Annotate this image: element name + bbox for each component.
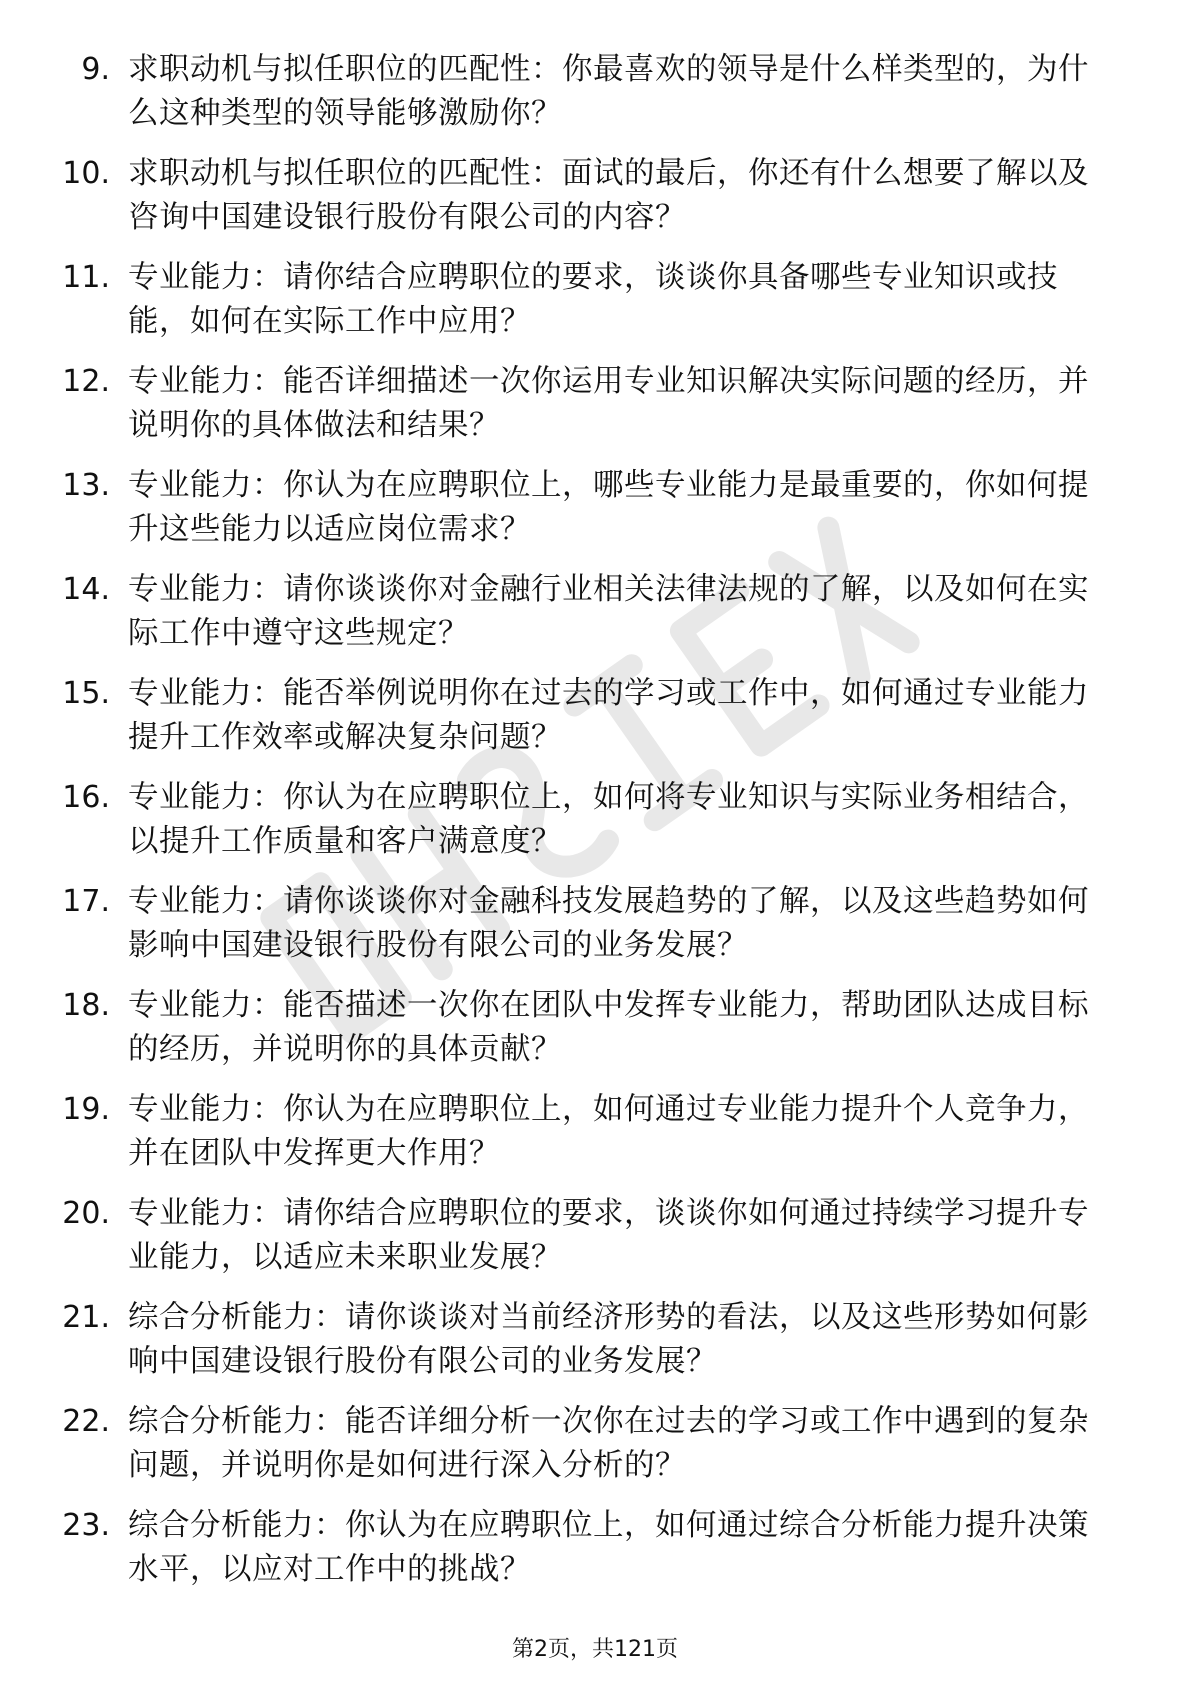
page-number-label: 第2页，共121页 xyxy=(512,1637,678,1662)
question-item-14 xyxy=(0,568,1190,672)
question-text: 专业能力：能否举例说明你在过去的学习或工作中，如何通过专业能力提升工作效率或解决复杂问题？ xyxy=(128,676,1089,755)
question-text: 综合分析能力：能否详细分析一次你在过去的学习或工作中遇到的复杂问题，并说明你是如何进行深入分析的？ xyxy=(128,1404,1089,1483)
question-number: 16. xyxy=(62,780,110,815)
question-text: 专业能力：请你结合应聘职位的要求，谈谈你如何通过持续学习提升专业能力，以适应未来职业发展？ xyxy=(128,1196,1089,1275)
question-number: 10. xyxy=(62,156,110,191)
question-number: 20. xyxy=(62,1196,110,1231)
question-number: 13. xyxy=(62,468,110,503)
question-item-11 xyxy=(0,256,1190,360)
page-footer xyxy=(0,1636,1190,1664)
question-number: 18. xyxy=(62,988,110,1023)
question-item-16 xyxy=(0,776,1190,880)
question-text: 专业能力：你认为在应聘职位上，如何通过专业能力提升个人竞争力，并在团队中发挥更大作用？ xyxy=(128,1092,1089,1171)
question-item-19 xyxy=(0,1088,1190,1192)
question-number: 21. xyxy=(62,1300,110,1335)
question-text: 专业能力：你认为在应聘职位上，哪些专业能力是最重要的，你如何提升这些能力以适应岗位需求？ xyxy=(128,468,1089,547)
question-text: 专业能力：能否描述一次你在团队中发挥专业能力，帮助团队达成目标的经历，并说明你的具体贡献？ xyxy=(128,988,1089,1067)
question-text: 求职动机与拟任职位的匹配性：面试的最后，你还有什么想要了解以及咨询中国建设银行股份有限公司的内容？ xyxy=(128,156,1089,235)
question-list xyxy=(0,48,1190,1608)
question-text: 求职动机与拟任职位的匹配性：你最喜欢的领导是什么样类型的，为什么这种类型的领导能够激励你？ xyxy=(128,52,1089,131)
question-item-22 xyxy=(0,1400,1190,1504)
question-item-13 xyxy=(0,464,1190,568)
question-number: 22. xyxy=(62,1404,110,1439)
question-number: 14. xyxy=(62,572,110,607)
question-item-10 xyxy=(0,152,1190,256)
question-number: 11. xyxy=(62,260,110,295)
question-text: 专业能力：请你谈谈你对金融行业相关法律法规的了解，以及如何在实际工作中遵守这些规定？ xyxy=(128,572,1089,651)
question-item-18 xyxy=(0,984,1190,1088)
question-number: 17. xyxy=(62,884,110,919)
question-number: 19. xyxy=(62,1092,110,1127)
question-number: 12. xyxy=(62,364,110,399)
question-text: 专业能力：能否详细描述一次你运用专业知识解决实际问题的经历，并说明你的具体做法和结果？ xyxy=(128,364,1089,443)
question-item-15 xyxy=(0,672,1190,776)
question-item-9 xyxy=(0,48,1190,152)
question-text: 综合分析能力：你认为在应聘职位上，如何通过综合分析能力提升决策水平，以应对工作中的挑战？ xyxy=(128,1508,1089,1587)
question-text: 综合分析能力：请你谈谈对当前经济形势的看法，以及这些形势如何影响中国建设银行股份有限公司的业务发展？ xyxy=(128,1300,1089,1379)
question-text: 专业能力：请你谈谈你对金融科技发展趋势的了解，以及这些趋势如何影响中国建设银行股份有限公司的业务发展？ xyxy=(128,884,1089,963)
question-item-21 xyxy=(0,1296,1190,1400)
question-number: 9. xyxy=(81,52,110,87)
question-text: 专业能力：你认为在应聘职位上，如何将专业知识与实际业务相结合，以提升工作质量和客户满意度？ xyxy=(128,780,1089,859)
question-number: 23. xyxy=(62,1508,110,1543)
question-item-12 xyxy=(0,360,1190,464)
question-text: 专业能力：请你结合应聘职位的要求，谈谈你具备哪些专业知识或技能，如何在实际工作中应用？ xyxy=(128,260,1058,339)
question-item-20 xyxy=(0,1192,1190,1296)
question-item-23 xyxy=(0,1504,1190,1608)
question-number: 15. xyxy=(62,676,110,711)
question-item-17 xyxy=(0,880,1190,984)
